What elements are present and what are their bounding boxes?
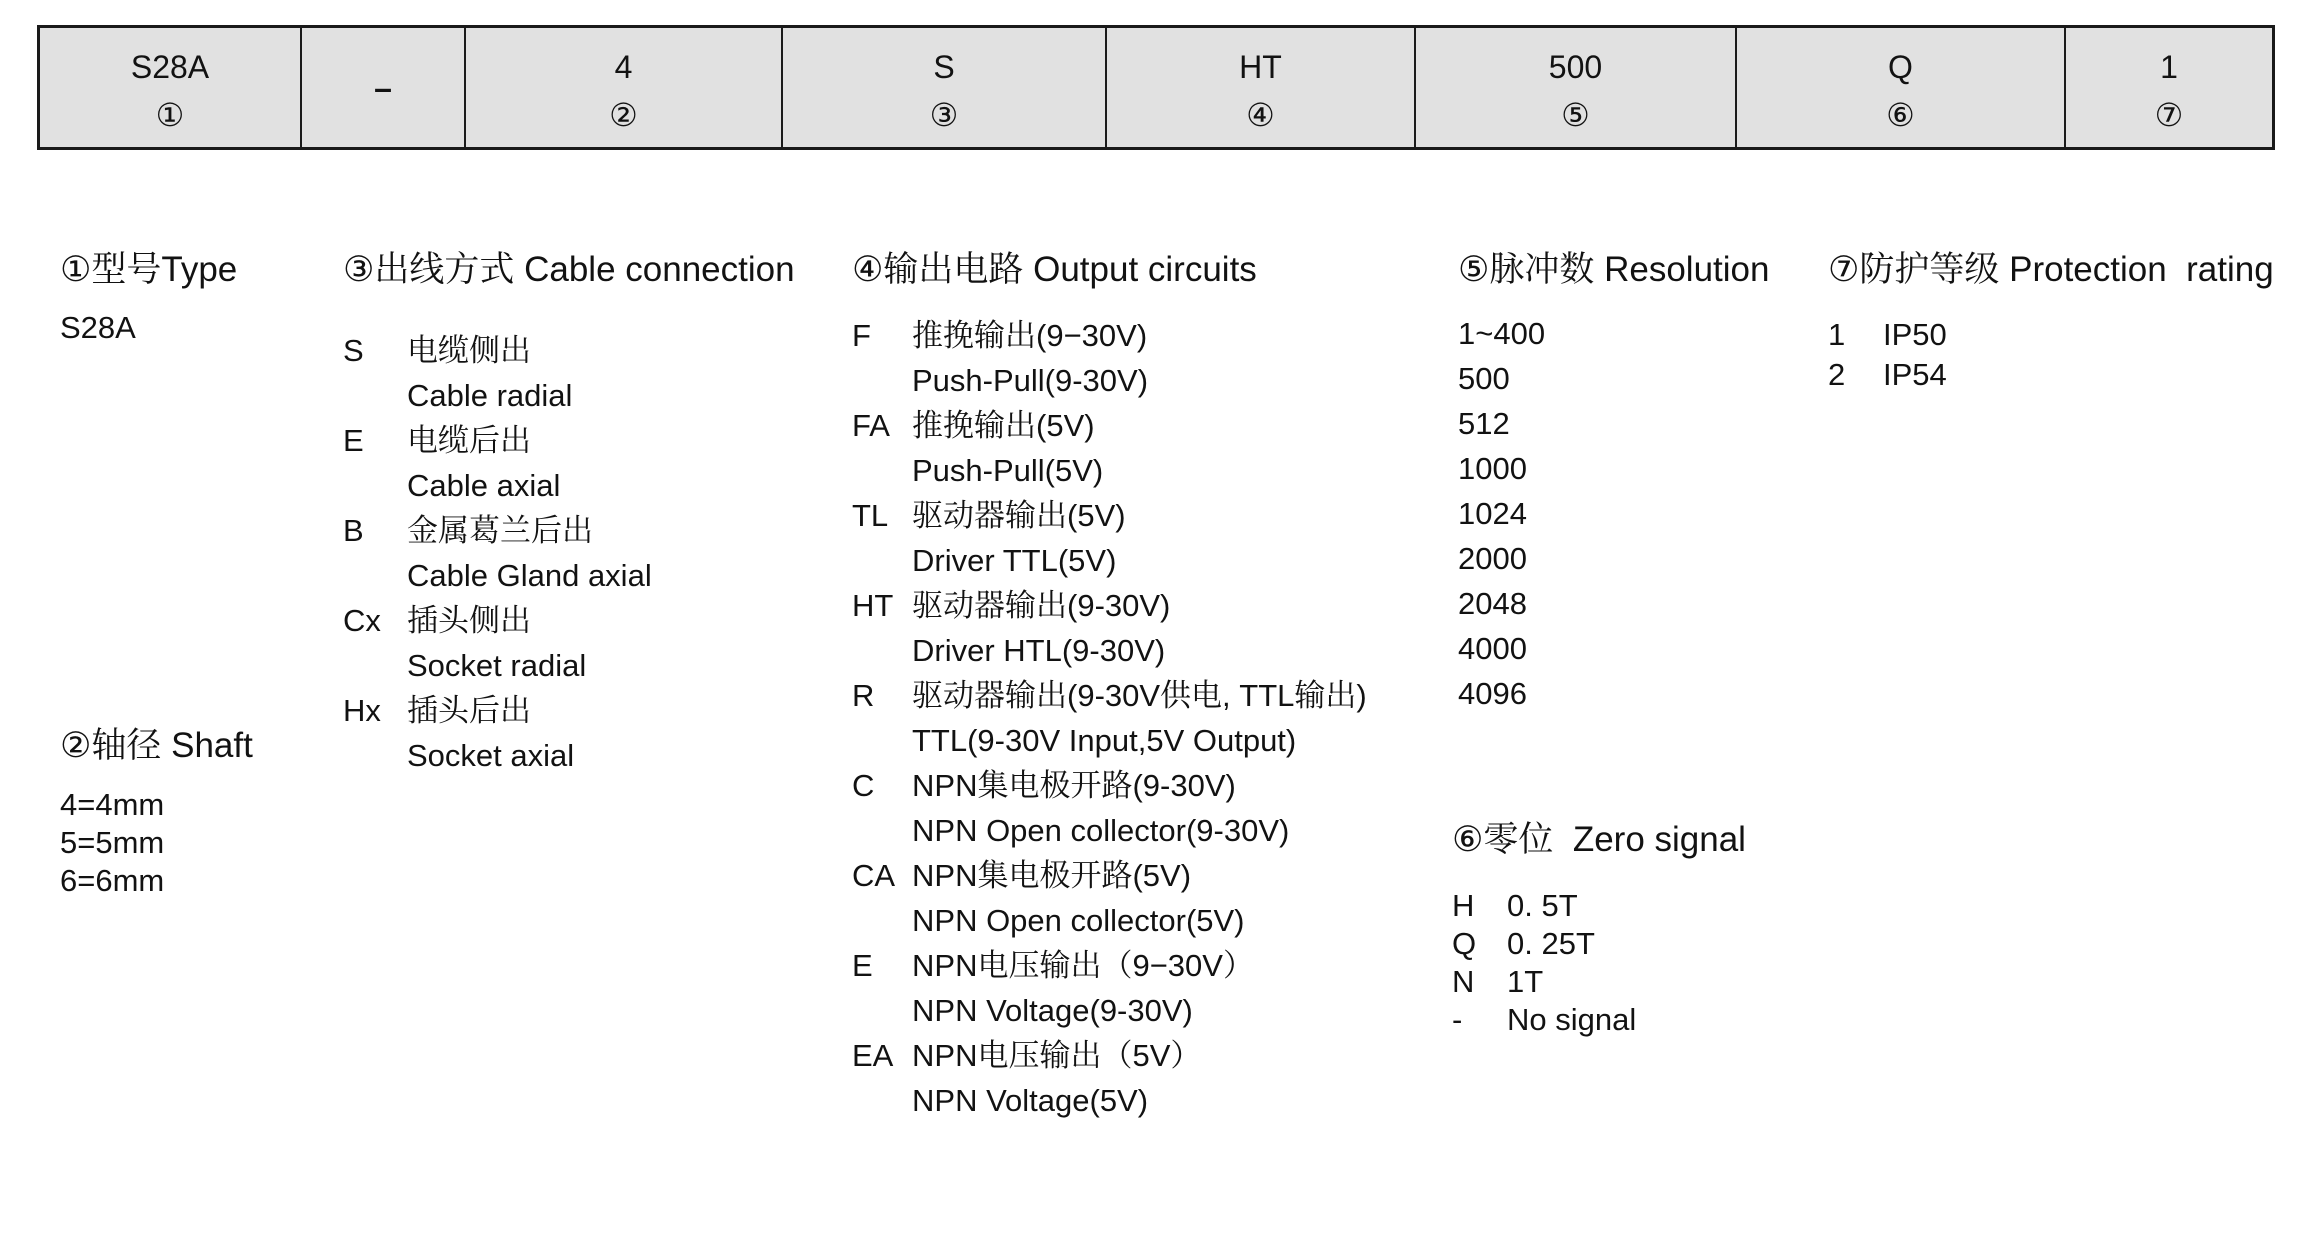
section-shaft-heading: ②轴径 Shaft bbox=[60, 726, 253, 765]
item-desc-en: NPN Open collector(5V) bbox=[912, 903, 1245, 938]
item-desc-en: TTL(9-30V Input,5V Output) bbox=[912, 723, 1297, 758]
list-item bbox=[852, 763, 1367, 853]
section-cable-heading: ③出线方式 Cable connection bbox=[343, 250, 795, 289]
list-item bbox=[1452, 963, 1746, 1001]
list-item bbox=[343, 688, 795, 778]
item-desc-en: Cable Gland axial bbox=[407, 558, 652, 593]
circled-index: ② bbox=[609, 97, 638, 133]
shaft-list bbox=[60, 786, 253, 900]
item-desc-zh: NPN电压输出（9−30V） bbox=[912, 948, 1254, 983]
order-cell-resolution bbox=[1416, 28, 1737, 147]
item-code: E bbox=[852, 948, 873, 983]
list-item bbox=[343, 598, 795, 688]
order-value: S bbox=[933, 49, 955, 85]
list-item: 6=6mm bbox=[60, 863, 165, 898]
item-code: - bbox=[1452, 1002, 1463, 1037]
item-desc-zh: 电缆后出 bbox=[407, 423, 531, 458]
item-desc-en: NPN Open collector(9-30V) bbox=[912, 813, 1290, 848]
section-output-heading: ④输出电路 Output circuits bbox=[852, 250, 1257, 289]
item-desc-en: NPN Voltage(5V) bbox=[912, 1083, 1149, 1118]
section-type-heading: ①型号Type bbox=[60, 250, 238, 289]
item-desc-en: Push-Pull(5V) bbox=[912, 453, 1104, 488]
list-item bbox=[852, 403, 1367, 493]
item-code: Hx bbox=[343, 693, 381, 728]
order-cell-cable bbox=[783, 28, 1107, 147]
section-zero-signal bbox=[1452, 818, 1746, 1039]
item-desc-zh: 插头侧出 bbox=[407, 603, 531, 638]
item-code: B bbox=[343, 513, 364, 548]
list-item bbox=[1828, 355, 2274, 395]
list-item bbox=[1452, 887, 1746, 925]
item-desc-en: Cable axial bbox=[407, 468, 561, 503]
item-value: 1T bbox=[1507, 964, 1544, 999]
item-code: F bbox=[852, 318, 871, 353]
cable-list bbox=[343, 328, 795, 778]
circled-index: ③ bbox=[929, 97, 959, 133]
order-cell-model bbox=[40, 28, 302, 147]
circled-index: ④ bbox=[1246, 97, 1275, 133]
protection-list bbox=[1828, 315, 2274, 395]
list-item bbox=[852, 1033, 1367, 1123]
list-item bbox=[852, 673, 1367, 763]
section-protection-heading: ⑦防护等级 Protection rating bbox=[1828, 250, 2274, 289]
list-item bbox=[1828, 315, 2274, 355]
section-shaft bbox=[60, 724, 253, 900]
item-desc-en: Socket radial bbox=[407, 648, 587, 683]
item-desc-zh: 推挽输出(9−30V) bbox=[912, 318, 1148, 353]
item-desc-zh: 推挽输出(5V) bbox=[912, 408, 1095, 443]
item-code: EA bbox=[852, 1038, 894, 1073]
list-item: 1000 bbox=[1458, 451, 1527, 486]
item-desc-zh: 驱动器输出(9-30V) bbox=[912, 588, 1171, 623]
item-desc-zh: NPN集电极开路(9-30V) bbox=[912, 768, 1236, 803]
list-item bbox=[343, 418, 795, 508]
item-code: R bbox=[852, 678, 875, 713]
list-item bbox=[343, 508, 795, 598]
list-item bbox=[852, 313, 1367, 403]
item-code: N bbox=[1452, 964, 1475, 999]
item-value: 0. 25T bbox=[1507, 926, 1595, 961]
item-desc-zh: NPN集电极开路(5V) bbox=[912, 858, 1192, 893]
order-cell-zero bbox=[1737, 28, 2066, 147]
item-code: E bbox=[343, 423, 364, 458]
list-item bbox=[852, 493, 1367, 583]
list-item: 1024 bbox=[1458, 496, 1527, 531]
order-value: HT bbox=[1239, 49, 1282, 85]
section-cable-connection bbox=[343, 248, 795, 778]
item-desc-en: Driver HTL(9-30V) bbox=[912, 633, 1166, 668]
list-item: 512 bbox=[1458, 406, 1510, 441]
order-cell-shaft bbox=[466, 28, 783, 147]
item-code: HT bbox=[852, 588, 894, 623]
list-item: 4=4mm bbox=[60, 787, 165, 822]
item-desc-en: Driver TTL(5V) bbox=[912, 543, 1117, 578]
list-item: 4000 bbox=[1458, 631, 1527, 666]
item-desc-zh: NPN电压输出（5V） bbox=[912, 1038, 1202, 1073]
section-output-circuits bbox=[852, 248, 1367, 1123]
item-code: 2 bbox=[1828, 357, 1846, 392]
section-type bbox=[60, 248, 237, 348]
item-code: S bbox=[343, 333, 364, 368]
list-item bbox=[1452, 925, 1746, 963]
section-protection-rating bbox=[1828, 248, 2274, 395]
item-value: 0. 5T bbox=[1507, 888, 1578, 923]
item-code: TL bbox=[852, 498, 889, 533]
item-code: Cx bbox=[343, 603, 381, 638]
item-value: IP54 bbox=[1883, 357, 1947, 392]
order-cell-output bbox=[1107, 28, 1416, 147]
order-value: 1 bbox=[2160, 49, 2178, 85]
circled-index: ⑦ bbox=[2154, 97, 2184, 133]
dash-separator: – bbox=[374, 69, 392, 106]
order-value: Q bbox=[1888, 49, 1913, 85]
order-value: 500 bbox=[1548, 49, 1603, 85]
item-desc-zh: 电缆侧出 bbox=[407, 333, 531, 368]
order-cell-dash bbox=[302, 28, 466, 147]
section-resolution-heading: ⑤脉冲数 Resolution bbox=[1458, 250, 1770, 289]
list-item bbox=[852, 943, 1367, 1033]
item-desc-zh: 金属葛兰后出 bbox=[407, 513, 593, 548]
item-value: No signal bbox=[1507, 1002, 1637, 1037]
list-item: 2048 bbox=[1458, 586, 1527, 621]
item-desc-en: NPN Voltage(9-30V) bbox=[912, 993, 1193, 1028]
list-item bbox=[852, 583, 1367, 673]
list-item bbox=[343, 328, 795, 418]
order-value: 4 bbox=[614, 49, 633, 85]
item-desc-zh: 插头后出 bbox=[407, 693, 531, 728]
list-item bbox=[852, 853, 1367, 943]
list-item: 1~400 bbox=[1458, 316, 1546, 351]
item-desc-en: Cable radial bbox=[407, 378, 573, 413]
ordering-code-table bbox=[37, 25, 2275, 150]
resolution-list bbox=[1458, 311, 1769, 716]
list-item: 4096 bbox=[1458, 676, 1527, 711]
list-item: 500 bbox=[1458, 361, 1510, 396]
order-value: S28A bbox=[130, 49, 210, 85]
section-resolution bbox=[1458, 248, 1769, 716]
circled-index: ⑤ bbox=[1561, 97, 1590, 133]
order-cell-protection bbox=[2066, 28, 2272, 147]
item-code: Q bbox=[1452, 926, 1477, 961]
list-item: 2000 bbox=[1458, 541, 1527, 576]
item-desc-en: Push-Pull(9-30V) bbox=[912, 363, 1149, 398]
item-desc-zh: 驱动器输出(9-30V供电, TTL输出) bbox=[912, 678, 1367, 713]
type-list bbox=[60, 308, 237, 348]
list-item: 5=5mm bbox=[60, 825, 165, 860]
circled-index: ① bbox=[155, 97, 185, 133]
item-code: FA bbox=[852, 408, 890, 443]
item-code: H bbox=[1452, 888, 1475, 923]
item-code: 1 bbox=[1828, 317, 1846, 352]
item-desc-zh: 驱动器输出(5V) bbox=[912, 498, 1126, 533]
output-list bbox=[852, 313, 1367, 1123]
item-value: IP50 bbox=[1883, 317, 1947, 352]
circled-index: ⑥ bbox=[1886, 97, 1915, 133]
item-desc-en: Socket axial bbox=[407, 738, 575, 773]
zero-list bbox=[1452, 887, 1746, 1039]
section-zero-heading: ⑥零位 Zero signal bbox=[1452, 820, 1746, 859]
list-item: S28A bbox=[60, 310, 136, 345]
list-item bbox=[1452, 1001, 1746, 1039]
item-code: C bbox=[852, 768, 875, 803]
item-code: CA bbox=[852, 858, 896, 893]
